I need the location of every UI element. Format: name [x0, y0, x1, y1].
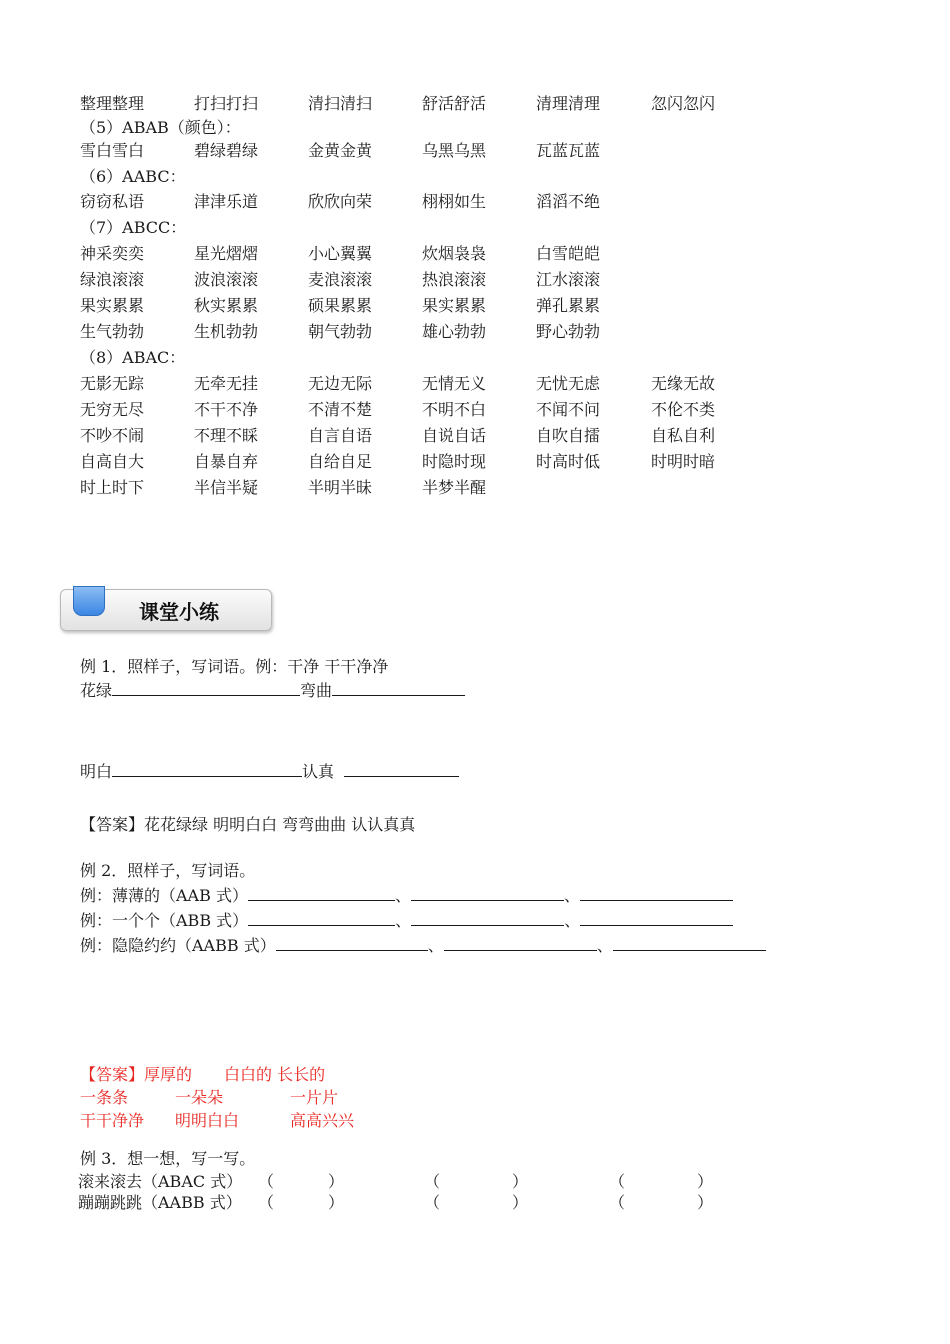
word: 生机勃勃: [194, 322, 259, 341]
word: 生气勃勃: [80, 322, 145, 341]
word: 时明时暗: [651, 452, 716, 471]
word: 不理不睬: [194, 426, 259, 445]
answer-blank[interactable]: [411, 909, 564, 926]
word: 栩栩如生: [422, 192, 487, 211]
section-header-6: （6）AABC：: [80, 167, 186, 186]
word: 碧绿碧绿: [194, 141, 259, 160]
answer-word: 厚厚的: [144, 1065, 193, 1084]
word: 窃窃私语: [80, 192, 145, 211]
ex1-word-1: 花绿: [80, 681, 113, 700]
word: 绿浪滚滚: [80, 270, 145, 289]
answer-blank[interactable]: [248, 909, 395, 926]
word: 自给自足: [308, 452, 373, 471]
answer-blank[interactable]: [580, 909, 733, 926]
word: 小心翼翼: [308, 244, 373, 263]
word: 果实累累: [80, 296, 145, 315]
answer-label: 【答案】: [80, 1065, 145, 1084]
word: 江水滚滚: [536, 270, 601, 289]
word: 乌黑乌黑: [422, 141, 487, 160]
word: 不闻不问: [536, 400, 601, 419]
word: 无缘无故: [651, 374, 716, 393]
word: 朝气勃勃: [308, 322, 373, 341]
word: 无穷无尽: [80, 400, 145, 419]
ex2-label-1: 例：薄薄的（AAB 式）: [80, 886, 248, 905]
word: 滔滔不绝: [536, 192, 601, 211]
word: 整理整理: [80, 94, 145, 113]
ex2-label-2: 例：一个个（ABB 式）: [80, 911, 249, 930]
ex2-answer-word: 一条条: [80, 1088, 129, 1107]
ex2-answer-word: 高高兴兴: [290, 1111, 355, 1130]
ex2-answer-word: 干干净净: [80, 1111, 145, 1130]
separator: 、: [563, 886, 580, 905]
ex3-label-2: 蹦蹦跳跳（AABB 式）: [78, 1193, 242, 1212]
word: 炊烟袅袅: [422, 244, 487, 263]
word: 清扫清扫: [308, 94, 373, 113]
ex1-prompt: 例 1．照样子，写词语。例：干净 干干净净: [80, 657, 389, 676]
word: 金黄金黄: [308, 141, 373, 160]
paren-open: （: [258, 1172, 275, 1191]
word: 时隐时现: [422, 452, 487, 471]
ex2-answer-word: 明明白白: [175, 1111, 240, 1130]
ex1-line2: [80, 759, 459, 782]
word: 半明半昧: [308, 478, 373, 497]
ex2-line1: [80, 883, 733, 906]
ex2-label-3: 例：隐隐约约（AABB 式）: [80, 936, 276, 955]
word: 欣欣向荣: [308, 192, 373, 211]
answer-blank[interactable]: [444, 934, 597, 951]
word: 秋实累累: [194, 296, 259, 315]
word: 津津乐道: [194, 192, 259, 211]
answer-blank[interactable]: [580, 884, 733, 901]
word: 无牵无挂: [194, 374, 259, 393]
bookmark-icon: [73, 586, 105, 616]
separator: 、: [395, 911, 412, 930]
word: 自私自利: [651, 426, 716, 445]
paren-open: （: [609, 1193, 626, 1212]
paren-open: （: [258, 1193, 275, 1212]
paren-close: ）: [328, 1172, 345, 1191]
word: 时高时低: [536, 452, 601, 471]
word: 忽闪忽闪: [651, 94, 716, 113]
ex1-word-4: 认真: [302, 762, 335, 781]
word: 无边无际: [308, 374, 373, 393]
word: 神采奕奕: [80, 244, 145, 263]
section-title-badge: [60, 589, 272, 631]
answer-blank[interactable]: [344, 760, 459, 777]
separator: 、: [394, 886, 411, 905]
ex3-label-1: 滚来滚去（ABAC 式）: [78, 1172, 243, 1191]
ex2-answer-line1: [80, 1062, 325, 1085]
ex1-answer: 【答案】花花绿绿 明明白白 弯弯曲曲 认认真真: [80, 815, 416, 834]
word: 清理清理: [536, 94, 601, 113]
word: 雄心勃勃: [422, 322, 487, 341]
ex2-prompt: 例 2．照样子，写词语。: [80, 861, 256, 880]
section-header-8: （8）ABAC：: [80, 348, 186, 367]
word: 麦浪滚滚: [308, 270, 373, 289]
word: 自言自语: [308, 426, 373, 445]
answer-blank[interactable]: [276, 934, 428, 951]
word: 不干不净: [194, 400, 259, 419]
word: 瓦蓝瓦蓝: [536, 141, 601, 160]
section-title: 课堂小练: [139, 600, 219, 624]
answer-blank[interactable]: [411, 884, 564, 901]
word: 自吹自擂: [536, 426, 601, 445]
word: 打扫打扫: [194, 94, 259, 113]
paren-close: ）: [512, 1193, 529, 1212]
paren-open: （: [424, 1193, 441, 1212]
word: 半梦半醒: [422, 478, 487, 497]
separator: 、: [564, 911, 581, 930]
paren-open: （: [424, 1172, 441, 1191]
word: 波浪滚滚: [194, 270, 259, 289]
ex1-word-2: 弯曲: [300, 681, 333, 700]
word: 白雪皑皑: [536, 244, 601, 263]
word: 雪白雪白: [80, 141, 145, 160]
ex3-prompt: 例 3．想一想，写一写。: [80, 1149, 256, 1168]
answer-blank[interactable]: [248, 884, 395, 901]
word: 热浪滚滚: [422, 270, 487, 289]
word: 不明不白: [422, 400, 487, 419]
word: 不伦不类: [651, 400, 716, 419]
paren-close: ）: [697, 1172, 714, 1191]
section-header-5: （5）ABAB（颜色）：: [80, 118, 241, 137]
ex2-answer-word: 一片片: [290, 1088, 339, 1107]
word: 无忧无虑: [536, 374, 601, 393]
paren-close: ）: [512, 1172, 529, 1191]
ex1-line1: [80, 678, 465, 701]
word: 自高自大: [80, 452, 145, 471]
answer-blank[interactable]: [112, 760, 302, 777]
paren-open: （: [609, 1172, 626, 1191]
word: 不吵不闹: [80, 426, 145, 445]
answer-blank[interactable]: [332, 679, 465, 696]
ex2-line2: [80, 908, 733, 931]
word: 时上时下: [80, 478, 145, 497]
word: 无影无踪: [80, 374, 145, 393]
word: 星光熠熠: [194, 244, 259, 263]
word: 自暴自弃: [194, 452, 259, 471]
answer-blank[interactable]: [613, 934, 766, 951]
answer-blank[interactable]: [112, 679, 300, 696]
answer-word: 白白的 长长的: [224, 1065, 326, 1084]
separator: 、: [427, 936, 444, 955]
paren-close: ）: [697, 1193, 714, 1212]
paren-close: ）: [328, 1193, 345, 1212]
ex1-word-3: 明白: [80, 762, 113, 781]
word: 舒活舒活: [422, 94, 487, 113]
word: 自说自话: [422, 426, 487, 445]
separator: 、: [596, 936, 613, 955]
word: 无情无义: [422, 374, 487, 393]
ex2-answer-word: 一朵朵: [175, 1088, 224, 1107]
word: 果实累累: [422, 296, 487, 315]
ex2-line3: [80, 933, 766, 956]
word: 弹孔累累: [536, 296, 601, 315]
word: 硕果累累: [308, 296, 373, 315]
word: 不清不楚: [308, 400, 373, 419]
word: 半信半疑: [194, 478, 259, 497]
word: 野心勃勃: [536, 322, 601, 341]
section-header-7: （7）ABCC：: [80, 218, 187, 237]
